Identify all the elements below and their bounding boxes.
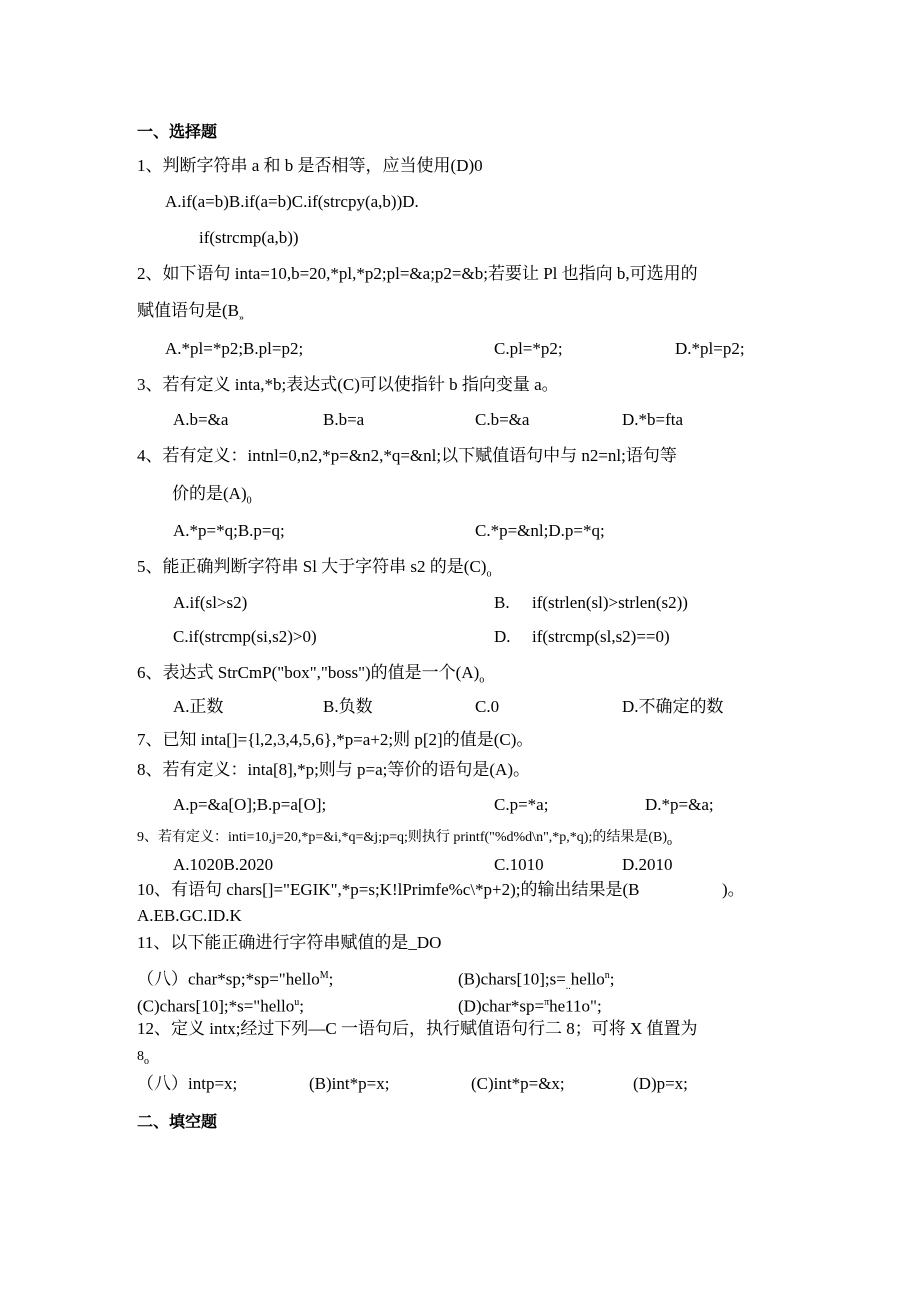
q12-stem-line2: $8_o$: [137, 1049, 149, 1067]
section-title-fill: 二、填空题: [137, 1112, 218, 1131]
q11-option-a: （八）char*sp;*sp="hello$^M$;: [137, 969, 334, 989]
q11-option-b: $(B)chars[10];s=_{..}hello^n$;: [458, 969, 615, 993]
q3-option-c: C.b=&a: [475, 410, 530, 429]
q7-stem: 7、已知 inta[]={l,2,3,4,5,6},*p=a+2;则 p[2]的值是(C)。: [137, 730, 534, 749]
q9-option-c: C.1010: [494, 855, 544, 874]
q4-stem: 4、若有定义：intnl=0,n2,*p=&n2,*q=&nl;以下赋值语句中与 n2=nl;语句等: [137, 446, 677, 465]
q11-option-d: (D)char*sp=$^\pi$he11o";: [458, 996, 602, 1016]
q9-stem: 9、若有定义：inti=10,j=20,*p=&i,*q=&j;p=q;则执行 printf("%d%d\n",*p,*q);的结果是$(B)_o$: [137, 830, 672, 848]
q11-option-c: (C)chars[10];*s="hello$^u$;: [137, 996, 304, 1016]
q2-option-c: C.pl=*p2;: [494, 339, 563, 358]
q1-stem: 1、判断字符串 a 和 b 是否相等，应当使用(D)0: [137, 156, 483, 175]
q3-option-d: D.*b=fta: [622, 410, 684, 429]
q12-option-a: （八）intp=x;: [137, 1074, 238, 1093]
q8-option-ab: A.p=&a[O];B.p=a[O];: [173, 795, 327, 814]
q6-option-d: D.不确定的数: [622, 697, 724, 716]
q8-option-d: D.*p=&a;: [645, 795, 714, 814]
q8-stem: 8、若有定义：inta[8],*p;则与 p=a;等价的语句是(A)。: [137, 760, 530, 779]
q5-option-d-label: D.: [494, 627, 511, 646]
q5-option-c: C.if(strcmp(si,s2)>0): [173, 627, 317, 646]
q2-stem-line2: 赋值语句是($B_»$: [137, 301, 244, 324]
q2-option-ab: A.*pl=*p2;B.pl=p2;: [165, 339, 304, 358]
q9-option-ab: A.1020B.2020: [173, 855, 274, 874]
q4-stem-line2: 价的是$(A)_0$: [172, 484, 252, 507]
q5-option-d: if(strcmp(sl,s2)==0): [532, 627, 670, 646]
q10-stem: 10、有语句 chars[]="EGIK",*p=s;K!lPrimfe%c\*p+2);的输出结果是(B: [137, 880, 640, 899]
q6-stem: 6、表达式 StrCmP("box","boss")的值是一个$(A)_o$: [137, 663, 485, 686]
q3-option-b: B.b=a: [323, 410, 365, 429]
q5-stem: 5、能正确判断字符串 Sl 大于字符串 s2 的是$(C)_o$: [137, 557, 492, 580]
q8-option-c: C.p=*a;: [494, 795, 549, 814]
q6-option-a: A.正数: [173, 697, 224, 716]
q4-option-ab: A.*p=*q;B.p=q;: [173, 521, 285, 540]
q5-option-a: A.if(sl>s2): [173, 593, 248, 612]
q6-option-c: C.0: [475, 697, 500, 716]
q4-option-cd: C.*p=&nl;D.p=*q;: [475, 521, 605, 540]
q12-option-d: (D)p=x;: [633, 1074, 688, 1093]
q10-stem-end: )。: [722, 880, 745, 899]
q3-stem: 3、若有定义 inta,*b;表达式(C)可以使指针 b 指向变量 a。: [137, 375, 559, 394]
q2-stem: 2、如下语句 inta=10,b=20,*pl,*p2;pl=&a;p2=&b;若要让 Pl 也指向 b,可选用的: [137, 264, 698, 283]
q5-option-b: if(strlen(sl)>strlen(s2)): [532, 593, 688, 612]
q3-option-a: A.b=&a: [173, 410, 229, 429]
q12-stem: 12、定义 intx;经过下列—C 一语句后，执行赋值语句行二 8；可将 X 值置为: [137, 1019, 698, 1038]
q1-options-line2: if(strcmp(a,b)): [199, 228, 299, 247]
q12-option-b: (B)int*p=x;: [309, 1074, 390, 1093]
q6-option-b: B.负数: [323, 697, 373, 716]
q5-option-b-label: B.: [494, 593, 510, 612]
q10-options: A.EB.GC.ID.K: [137, 906, 242, 925]
q9-option-d: D.2010: [622, 855, 673, 874]
q12-option-c: (C)int*p=&x;: [471, 1074, 565, 1093]
q1-options-line1: A.if(a=b)B.if(a=b)C.if(strcpy(a,b))D.: [165, 192, 419, 211]
q11-stem: 11、以下能正确进行字符串赋值的是_DO: [137, 933, 442, 952]
q2-option-d: D.*pl=p2;: [675, 339, 745, 358]
section-title-choice: 一、选择题: [137, 122, 218, 141]
